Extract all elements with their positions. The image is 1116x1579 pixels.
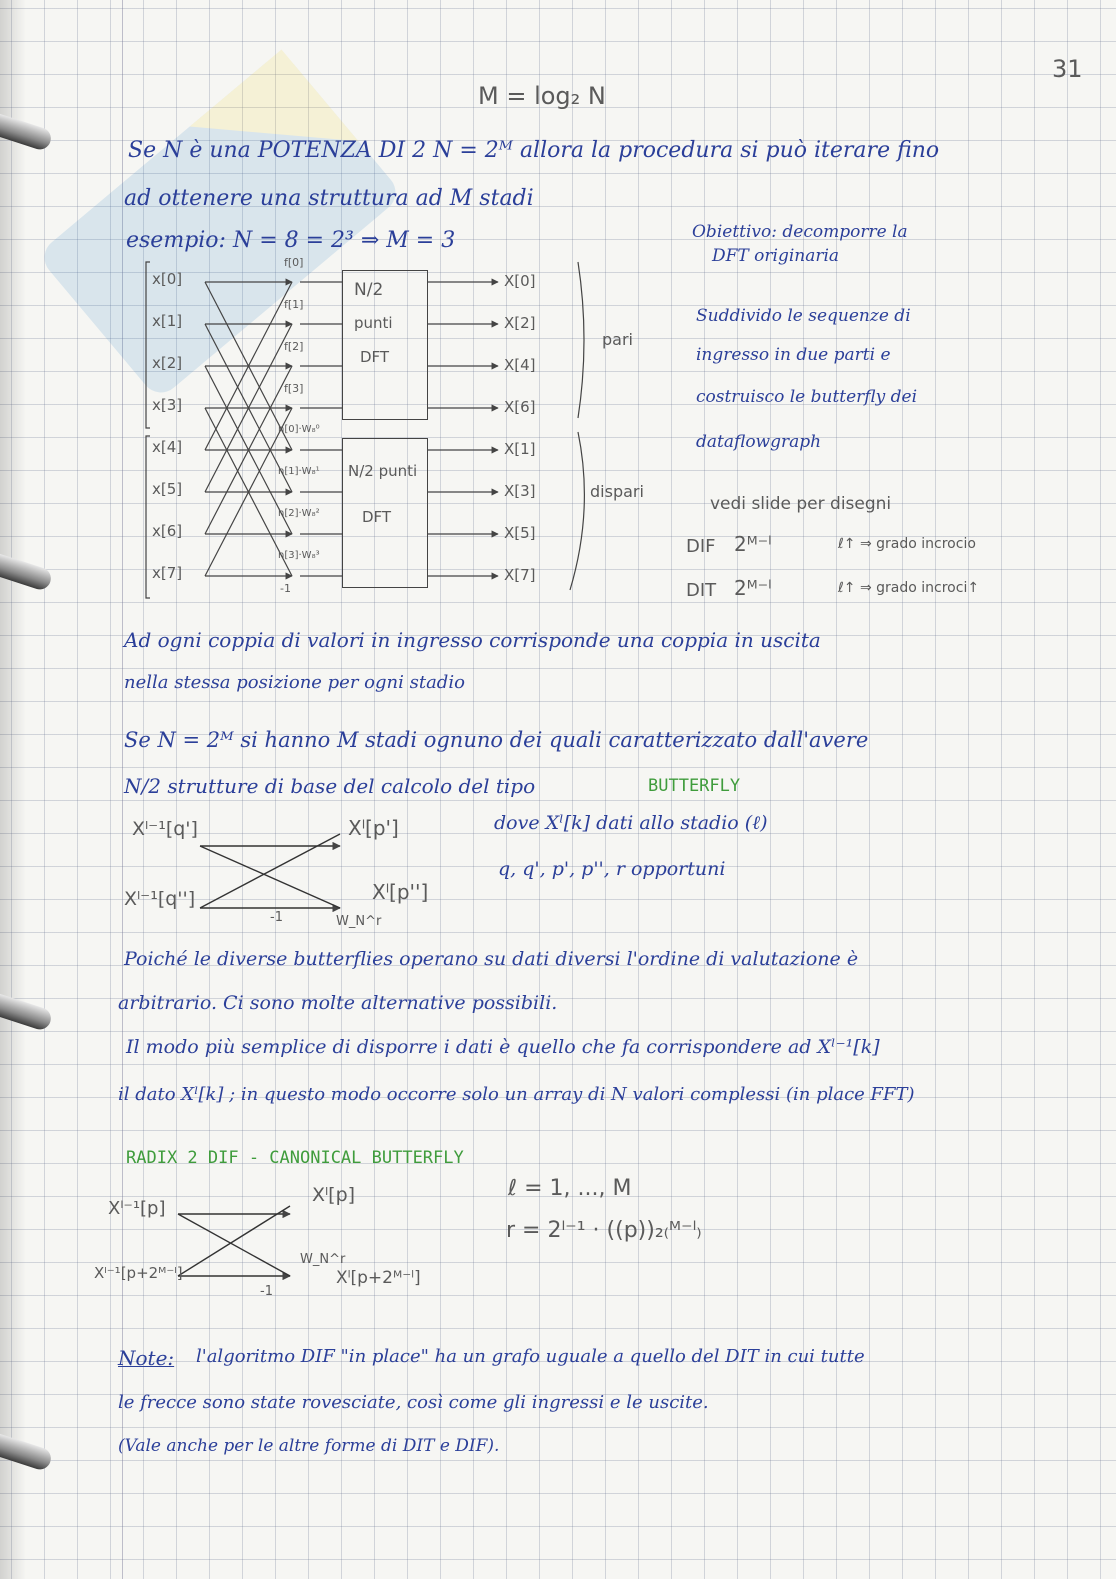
output-label: X[5]	[504, 524, 536, 542]
radix-twiddle: W_N^r	[300, 1252, 346, 1267]
input-label: x[5]	[152, 480, 183, 498]
side-note-vedi: vedi slide per disegni	[710, 494, 892, 514]
dit-expr: 2ᴹ⁻ˡ	[734, 576, 772, 600]
note-line-3: (Vale anche per le altre forme di DIT e DIF).	[118, 1436, 500, 1456]
block1-label-punti: punti	[354, 314, 393, 332]
pari-label: pari	[602, 330, 633, 349]
dif-expr: 2ᴹ⁻ˡ	[734, 532, 772, 556]
mid-label: f[3]	[284, 382, 304, 395]
butterfly1-out1: Xˡ[p']	[348, 816, 399, 840]
note-label: Note:	[118, 1346, 175, 1370]
mid-label: h[1]·W₈¹	[278, 466, 320, 477]
input-label: x[6]	[152, 522, 183, 540]
mid-label: f[2]	[284, 340, 304, 353]
dit-note: ℓ↑ ⇒ grado incroci↑	[838, 580, 980, 596]
side-note-suddivido: dataflowgraph	[696, 432, 822, 452]
mid-label: h[2]·W₈²	[278, 508, 320, 519]
input-label: x[2]	[152, 354, 183, 372]
dif-label: DIF	[686, 536, 716, 557]
note-line-2: le frecce sono state rovesciate, così come gli ingressi e le uscite.	[118, 1392, 709, 1413]
side-note-obiettivo: Obiettivo: decomporre la	[692, 222, 908, 242]
input-label: x[3]	[152, 396, 183, 414]
input-label: x[4]	[152, 438, 183, 456]
dif-note: ℓ↑ ⇒ grado incrocio	[838, 536, 976, 552]
page-number: 31	[1052, 55, 1083, 83]
butterfly1-in2: Xˡ⁻¹[q'']	[124, 888, 196, 910]
side-note-obiettivo: DFT originaria	[712, 246, 840, 266]
note-line-1: l'algoritmo DIF "in place" ha un grafo uguale a quello del DIT in cui tutte	[196, 1346, 865, 1367]
radix-out1: Xˡ[p]	[312, 1184, 356, 1206]
mid-label: h[0]·W₈⁰	[278, 424, 320, 435]
para4-line-3: Il modo più semplice di disporre i dati è quello che fa corrispondere ad Xˡ⁻¹[k]	[126, 1036, 880, 1058]
block2-label-dft: DFT	[362, 508, 392, 526]
output-label: X[7]	[504, 566, 536, 584]
butterfly1-twiddle: W_N^r	[336, 914, 382, 929]
block2-label-n2: N/2 punti	[348, 462, 418, 480]
butterfly1-desc-1: dove Xˡ[k] dati allo stadio (ℓ)	[494, 812, 768, 834]
radix-out2: Xˡ[p+2ᴹ⁻ˡ]	[336, 1268, 421, 1288]
intro-line-2: ad ottenere una struttura ad M stadi	[124, 186, 534, 211]
para2-line-1: Ad ogni coppia di valori in ingresso corrisponde una coppia in uscita	[124, 628, 821, 652]
butterfly1-minus: -1	[270, 910, 283, 925]
butterfly1-desc-2: q, q', p', p'', r opportuni	[498, 858, 726, 880]
output-label: X[1]	[504, 440, 536, 458]
butterfly1-in1: Xˡ⁻¹[q']	[132, 818, 198, 840]
side-note-suddivido: costruisco le butterfly dei	[696, 387, 918, 407]
radix-title: RADIX 2 DIF - CANONICAL BUTTERFLY	[126, 1148, 464, 1168]
dit-label: DIT	[686, 580, 717, 601]
output-label: X[3]	[504, 482, 536, 500]
para4-line-4: il dato Xˡ[k] ; in questo modo occorre solo un array di N valori complessi (in place FFT)	[118, 1084, 915, 1105]
mid-label: h[3]·W₈³	[278, 550, 320, 561]
formula-m-log: M = log₂ N	[478, 82, 606, 110]
mid-label: f[1]	[284, 298, 304, 311]
radix-in1: Xˡ⁻¹[p]	[108, 1198, 166, 1219]
input-label: x[0]	[152, 270, 183, 288]
para4-line-2: arbitrario. Ci sono molte alternative possibili.	[118, 992, 558, 1014]
output-label: X[4]	[504, 356, 536, 374]
radix-eq-2: r = 2ˡ⁻¹ · ((p))₂₍ᴹ⁻ˡ₎	[506, 1218, 702, 1243]
input-label: x[7]	[152, 564, 183, 582]
input-label: x[1]	[152, 312, 183, 330]
block1-label-dft: DFT	[360, 348, 390, 366]
output-label: X[2]	[504, 314, 536, 332]
para4-line-1: Poiché le diverse butterflies operano su dati diversi l'ordine di valutazione è	[124, 948, 859, 970]
mid-label: f[0]	[284, 256, 304, 269]
para2-line-2: nella stessa posizione per ogni stadio	[124, 672, 465, 693]
para3-line-2: N/2 strutture di base del calcolo del tipo	[124, 774, 536, 798]
output-label: X[6]	[504, 398, 536, 416]
side-note-suddivido: Suddivido le sequenze di	[696, 306, 911, 326]
butterfly1-out2: Xˡ[p'']	[372, 880, 429, 904]
radix-minus: -1	[260, 1284, 273, 1299]
output-label: X[0]	[504, 272, 536, 290]
dispari-label: dispari	[590, 482, 644, 501]
side-note-suddivido: ingresso in due parti e	[696, 345, 891, 365]
butterfly-word: BUTTERFLY	[648, 776, 741, 796]
intro-line-1: Se N è una POTENZA DI 2 N = 2ᴹ allora la procedura si può iterare fino	[128, 138, 940, 163]
radix-eq-1: ℓ = 1, ..., M	[508, 1176, 632, 1201]
minus-one-label: -1	[280, 582, 291, 595]
intro-example: esempio: N = 8 = 2³ ⇒ M = 3	[126, 228, 456, 253]
radix-in2: Xˡ⁻¹[p+2ᴹ⁻ˡ]	[94, 1264, 183, 1282]
block1-label-n2: N/2	[354, 280, 384, 300]
para3-line-1: Se N = 2ᴹ si hanno M stadi ognuno dei quali caratterizzato dall'avere	[124, 728, 869, 752]
